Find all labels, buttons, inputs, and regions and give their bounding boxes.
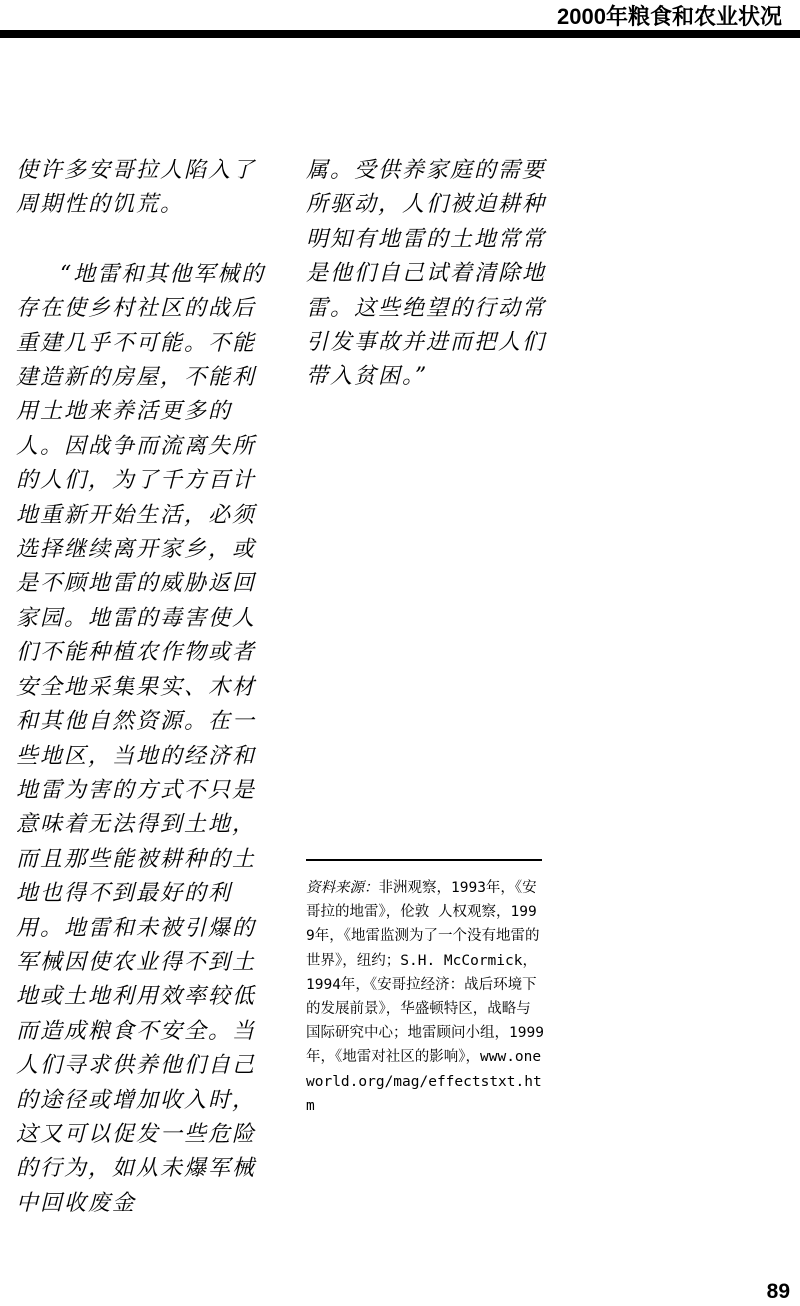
paragraph-quote-continued: 属。受供养家庭的需要所驱动，人们被迫耕种明知有地雷的土地常常是他们自己试着清除地雷。这些绝望的行动常引发事故并进而把人们带入贫困。”: [306, 158, 547, 390]
source-label: 资料来源：: [306, 880, 379, 896]
header-rule: [0, 30, 800, 38]
text-column-left: [16, 154, 272, 1221]
running-header-title: 2000年粮食和农业状况: [557, 4, 782, 29]
source-note: [306, 876, 544, 1118]
paragraph-quote: “地雷和其他军械的存在使乡村社区的战后重建几乎不可能。不能建造新的房屋，不能利用土地来养活更多的人。因战争而流离失所的人们，为了千方百计地重新开始生活，必须选择继续离开家乡，或是不顾地雷的威胁返回家园。地雷的毒害使人们不能种植农作物或者安全地采集果实、木材和其他自然资源。在一些地区，当地的经济和地雷为害的方式不只是意味着无法得到土地，而且那些能被耕种的土地也得不到最好的利用。地雷和未被引爆的军械因使农业得不到土地或土地利用效率较低而造成粮食不安全。当人们寻求供养他们自己的途径或增加收入时，这又可以促发一些危险的行为，如从未爆军械中回收废金: [16, 261, 266, 1216]
text-column-right: [306, 154, 550, 395]
page-number: 89: [766, 1280, 790, 1303]
paragraph-continued: 使许多安哥拉人陷入了周期性的饥荒。: [16, 158, 257, 218]
source-text: 非洲观察，1993年，《安哥拉的地雷》，伦敦 人权观察，1999年，《地雷监测为了一个没有地雷的世界》，纽约；S.H. McCormick，1994年，《安哥拉经济：战后环境下的发展前景》，华盛顿特区，战略与国际研究中心；地雷顾问小组，1999年，《地雷对社区的影响》，www.oneworld.org/mag/effectstxt.htm: [306, 880, 544, 1114]
source-divider-rule: [306, 859, 542, 861]
